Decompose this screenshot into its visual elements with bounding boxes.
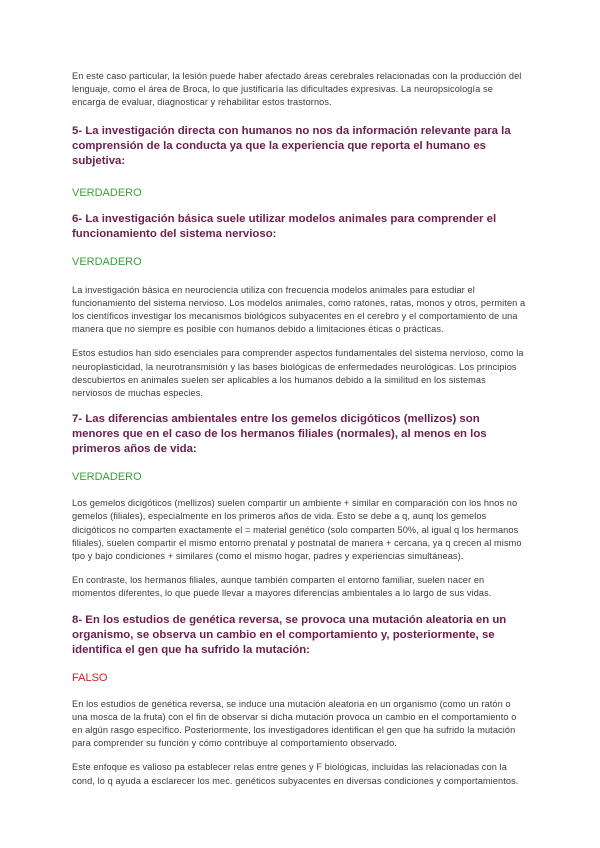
intro-paragraph: En este caso particular, la lesión puede haber afectado áreas cerebrales relacionadas con la producción del lenguaje, como el área de Broca, lo que justificaría las dificultades expresivas. La neuropsicología se encarga de evaluar, diagnosticar y rehabilitar estos trastornos. — [72, 71, 522, 108]
q7-paragraph-1: Los gemelos dicigóticos (mellizos) suelen compartir un ambiente + similar en comparación con los hnos no gemelos (filiales), especialmente en los primeros años de vida. Esto se debe a q, aunq los gemelos dicigóticos no comparten exactamente el = material genético (solo comparten 50%, al igual q los hermanos filiales), suelen compartir el mismo entorno prenatal y postnatal de manera + cercana, ya q crecen al mismo tpo y bajo condiciones + similares (como el mismo hogar, padres y experiencias simultáneas). — [72, 498, 522, 562]
answer-7: VERDADERO — [72, 471, 142, 484]
question-5: 5- La investigación directa con humanos no nos da información relevante para la comprensión de la conducta ya que la experiencia que reporta el humano es subjetiva: — [72, 124, 511, 167]
q8-paragraph-2: Este enfoque es valioso pa establecer relas entre genes y F biológicas, incluidas las relacionadas con la cond, lo q ayuda a esclarecer los mec. genéticos subyacentes en diversas condiciones y comportamientos. — [72, 762, 519, 786]
q6-paragraph-2: Estos estudios han sido esenciales para comprender aspectos fundamentales del sistema nervioso, como la neuroplasticidad, la neurotransmisión y las bases biológicas de enfermedades neurológicas. Los principios descubiertos en animales suelen ser aplicables a los humanos debido a la similitud en los sistemas nerviosos de muchas especies. — [72, 348, 524, 399]
q6-paragraph-1: La investigación básica en neurociencia utiliza con frecuencia modelos animales para estudiar el funcionamiento del sistema nervioso. Los modelos animales, como ratones, ratas, monos y otros, permiten a los científicos investigar los mecanismos biológicos subyacentes en el cerebro y el comportamiento de una manera que no siempre es posible con humanos debido a limitaciones éticas o prácticas. — [72, 284, 526, 335]
answer-5: VERDADERO — [72, 186, 142, 199]
answer-6: VERDADERO — [72, 255, 142, 268]
question-6: 6- La investigación básica suele utilizar modelos animales para comprender el funcionamiento del sistema nervioso: — [72, 212, 497, 240]
question-7: 7- Las diferencias ambientales entre los gemelos dicigóticos (mellizos) son menores que en el caso de los hermanos filiales (normales), al menos en los primeros años de vida: — [72, 413, 487, 456]
question-8: 8- En los estudios de genética reversa, se provoca una mutación aleatoria en un organismo, se observa un cambio en el comportamiento y, posteriormente, se identifica el gen que ha sufrido la mutación: — [72, 613, 507, 656]
q7-paragraph-2: En contraste, los hermanos filiales, aunque también comparten el entorno familiar, suelen nacer en momentos diferentes, lo que puede llevar a mayores diferencias ambientales a lo largo de sus vidas. — [72, 575, 492, 599]
answer-8: FALSO — [72, 671, 108, 684]
q8-paragraph-1: En los estudios de genética reversa, se induce una mutación aleatoria en un organismo (como un ratón o una mosca de la fruta) con el fin de observar si dicha mutación provoca un cambio en el comportamiento o en algún rasgo específico. Posteriormente, los investigadores identifican el gen que ha sufrido la mutación para comprender su función y cómo contribuye al comportamiento observado. — [72, 698, 517, 749]
